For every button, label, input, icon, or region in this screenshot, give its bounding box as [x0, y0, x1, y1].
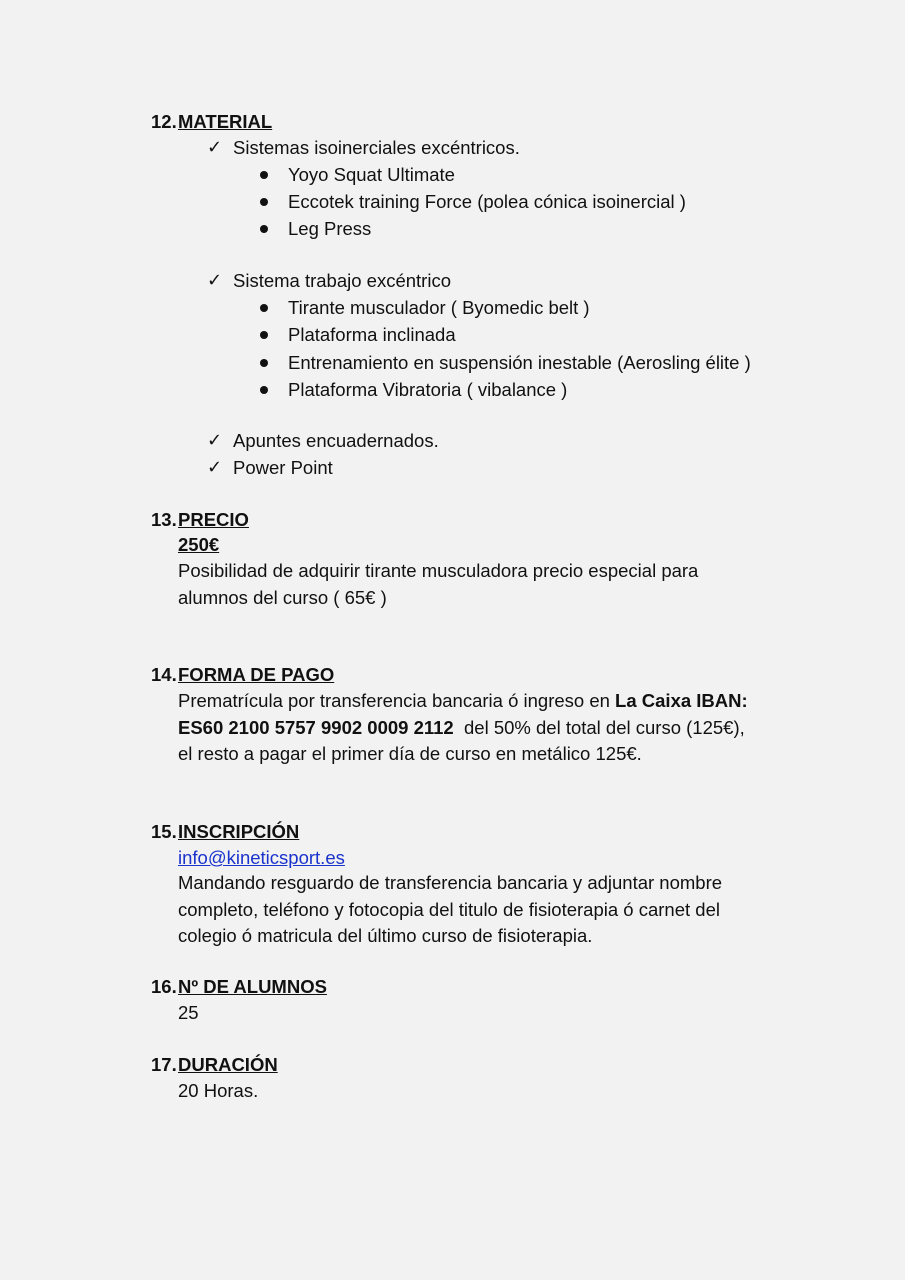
material-item: Leg Press — [288, 218, 372, 239]
material-group-label: Sistemas isoinerciales excéntricos. — [233, 137, 520, 158]
section-title-forma-de-pago: FORMA DE PAGO — [178, 664, 335, 685]
bullet-icon — [260, 331, 268, 339]
payment-text: del 50% del total del curso (125€), — [453, 717, 745, 738]
checkmark-icon: ✓ — [207, 430, 223, 450]
price-value: 250€ — [178, 534, 220, 555]
section-title-inscripcion: INSCRIPCIÓN — [178, 821, 300, 842]
material-item: Entrenamiento en suspensión inestable (Aerosling élite ) — [288, 352, 751, 373]
section-title-duracion: DURACIÓN — [178, 1054, 278, 1075]
duration-value: 20 Horas. — [178, 1080, 259, 1101]
email-link[interactable]: info@kineticsport.es — [178, 847, 345, 868]
section-title-precio: PRECIO — [178, 509, 249, 530]
bullet-icon — [260, 359, 268, 367]
section-number-13: 13. — [151, 509, 177, 530]
material-item: Plataforma Vibratoria ( vibalance ) — [288, 379, 568, 400]
inscription-text: colegio ó matricula del último curso de fisioterapia. — [178, 925, 593, 946]
material-group-label: Apuntes encuadernados. — [233, 430, 439, 451]
section-number-14: 14. — [151, 664, 177, 685]
payment-line — [178, 692, 748, 711]
payment-line — [178, 719, 745, 738]
checkmark-icon: ✓ — [207, 137, 223, 157]
payment-line: el resto a pagar el primer día de curso en metálico 125€. — [178, 743, 642, 764]
checkmark-icon: ✓ — [207, 270, 223, 290]
section-number-16: 16. — [151, 976, 177, 997]
material-group-label: Power Point — [233, 457, 333, 478]
section-title-alumnos: Nº DE ALUMNOS — [178, 976, 327, 997]
price-note: Posibilidad de adquirir tirante musculadora precio especial para — [178, 560, 699, 581]
inscription-text: Mandando resguardo de transferencia bancaria y adjuntar nombre — [178, 872, 723, 893]
students-count: 25 — [178, 1002, 199, 1023]
iban-number: ES60 2100 5757 9902 0009 2112 — [178, 717, 454, 738]
material-group-label: Sistema trabajo excéntrico — [233, 270, 451, 291]
bank-name: La Caixa IBAN: — [615, 690, 748, 711]
bullet-icon — [260, 386, 268, 394]
price-note: alumnos del curso ( 65€ ) — [178, 587, 387, 608]
material-item: Yoyo Squat Ultimate — [288, 164, 455, 185]
section-number-15: 15. — [151, 821, 177, 842]
bullet-icon — [260, 171, 268, 179]
material-item: Eccotek training Force (polea cónica isoinercial ) — [288, 191, 686, 212]
section-number-17: 17. — [151, 1054, 177, 1075]
checkmark-icon: ✓ — [207, 457, 223, 477]
bullet-icon — [260, 198, 268, 206]
payment-text: Prematrícula por transferencia bancaria ó ingreso en — [178, 690, 616, 711]
bullet-icon — [260, 304, 268, 312]
material-item: Plataforma inclinada — [288, 324, 456, 345]
section-title-material: MATERIAL — [178, 111, 273, 132]
section-number-12: 12. — [151, 111, 177, 132]
inscription-text: completo, teléfono y fotocopia del titulo de fisioterapia ó carnet del — [178, 899, 720, 920]
bullet-icon — [260, 225, 268, 233]
material-item: Tirante musculador ( Byomedic belt ) — [288, 297, 590, 318]
